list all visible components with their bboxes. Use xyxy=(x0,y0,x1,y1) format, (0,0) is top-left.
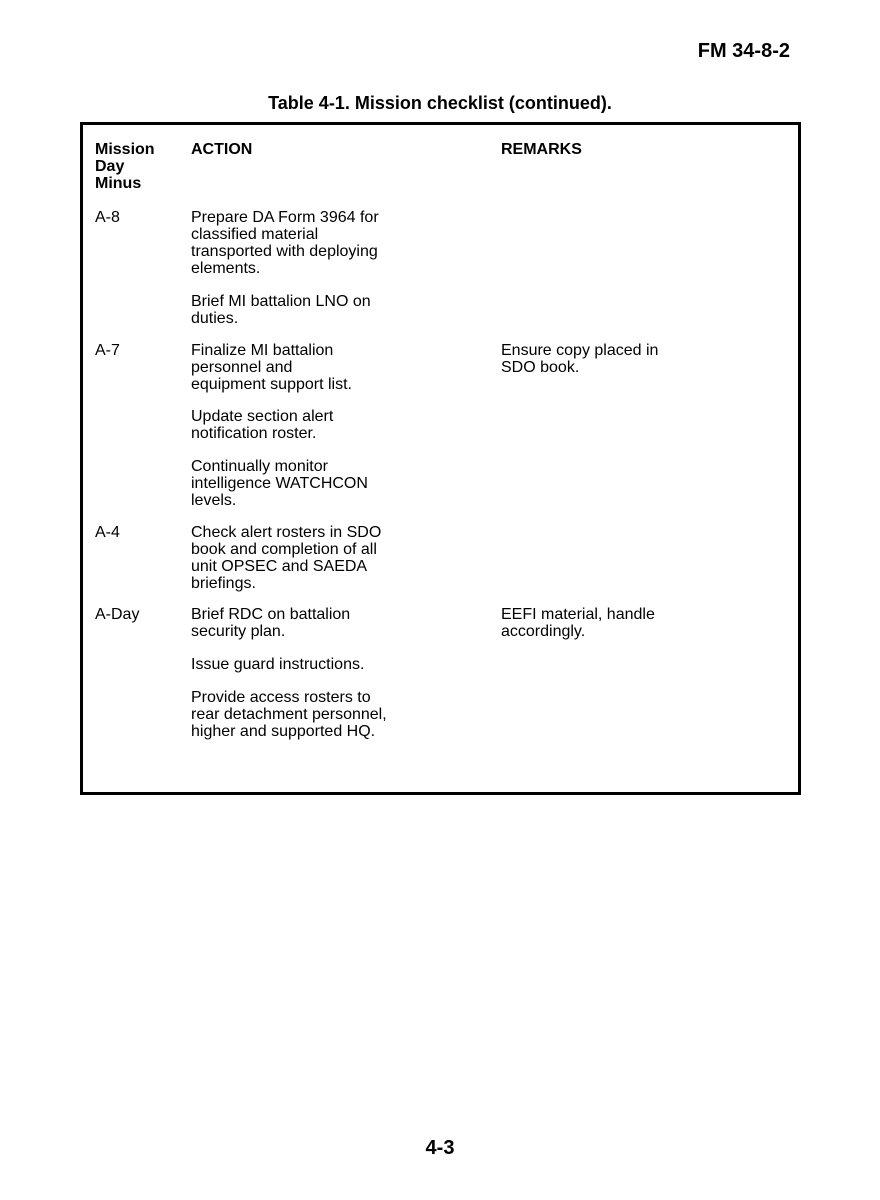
row-action-a-day-3: Provide access rosters to rear detachment personnel, higher and supported HQ. xyxy=(191,689,387,740)
table-title: Table 4-1. Mission checklist (continued). xyxy=(268,93,612,113)
page-number: 4-3 xyxy=(425,1137,455,1159)
column-header-remarks: REMARKS xyxy=(501,141,582,158)
row-action-a-8-2: Brief MI battalion LNO on duties. xyxy=(191,293,371,327)
row-day-a-day: A-Day xyxy=(95,606,140,623)
checklist-table xyxy=(80,122,801,795)
row-action-a-day-1: Brief RDC on battalion security plan. xyxy=(191,606,351,640)
column-header-mission-day: Mission Day Minus xyxy=(95,141,155,192)
column-header-action: ACTION xyxy=(191,141,253,158)
row-day-a-4: A-4 xyxy=(95,524,120,541)
row-action-a-7-1: Finalize MI battalion personnel and equipment support list. xyxy=(191,342,352,393)
row-action-a-8-1: Prepare DA Form 3964 for classified material transported with deploying elements. xyxy=(191,209,379,277)
row-action-a-7-2: Update section alert notification roster. xyxy=(191,408,334,442)
row-remark-a-7: Ensure copy placed in SDO book. xyxy=(501,342,659,376)
row-day-a-7: A-7 xyxy=(95,342,120,359)
row-action-a-day-2: Issue guard instructions. xyxy=(191,656,365,673)
row-action-a-4-1: Check alert rosters in SDO book and completion of all unit OPSEC and SAEDA briefings. xyxy=(191,524,382,592)
document-id: FM 34-8-2 xyxy=(697,40,790,62)
row-day-a-8: A-8 xyxy=(95,209,120,226)
row-action-a-7-3: Continually monitor intelligence WATCHCON levels. xyxy=(191,458,368,509)
row-remark-a-day: EEFI material, handle accordingly. xyxy=(501,606,655,640)
